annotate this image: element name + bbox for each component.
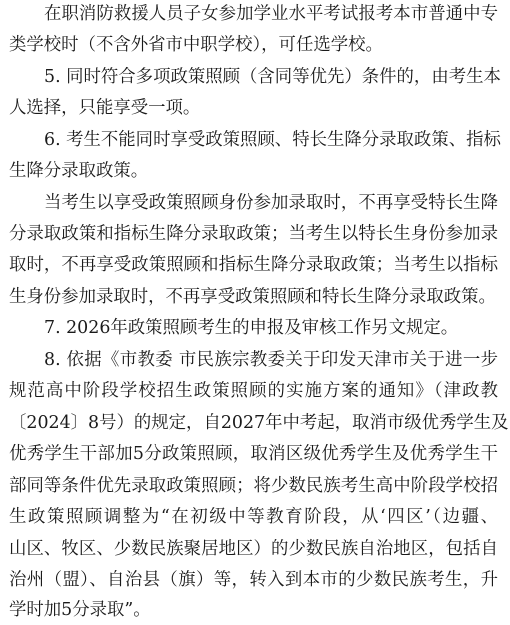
text-line: 生政策照顾调整为“在初级中等教育阶段，从‘四区’（边疆、 xyxy=(9,507,498,527)
text-line: 治州（盟）、自治县（旗）等，转入到本市的少数民族考生，升 xyxy=(9,570,498,590)
text-line: 〔2024〕8号）的规定，自2027年中考起，取消市级优秀学生及 xyxy=(9,413,509,433)
text-line: 当考生以享受政策照顾身份参加录取时，不再享受特长生降 xyxy=(44,193,498,213)
text-line: 8. 依据《市教委 市民族宗教委关于印发天津市关于进一步 xyxy=(44,350,498,370)
text-line: 7. 2026年政策照顾考生的申报及审核工作另文规定。 xyxy=(44,318,459,338)
text-line: 取时，不再享受政策照顾和指标生降分录取政策；当考生以指标 xyxy=(9,255,498,275)
text-line: 类学校时（不含外省市中职学校），可任选学校。 xyxy=(9,35,383,55)
text-line: 生降分录取政策。 xyxy=(9,161,149,181)
text-line: 规范高中阶段学校招生政策照顾的实施方案的通知》（津政教 xyxy=(9,381,498,401)
text-line: 在职消防救援人员子女参加学业水平考试报考本市普通中专 xyxy=(44,4,498,24)
text-line: 学时加5分录取”。 xyxy=(9,600,151,620)
text-line: 部同等条件优先录取政策照顾；将少数民族考生高中阶段学校招 xyxy=(9,476,498,496)
text-line: 优秀学生干部加5分政策照顾，取消区级优秀学生及优秀学生干 xyxy=(9,444,498,464)
text-line: 5. 同时符合多项政策照顾（含同等优先）条件的，由考生本 xyxy=(44,67,501,87)
text-line: 分录取政策和指标生降分录取政策；当考生以特长生身份参加录 xyxy=(9,224,498,244)
text-line: 生身份参加录取时，不再享受政策照顾和特长生降分录取政策。 xyxy=(9,287,496,307)
text-line: 山区、牧区、少数民族聚居地区）的少数民族自治地区，包括自 xyxy=(9,539,498,559)
text-line: 人选择，只能享受一项。 xyxy=(9,98,201,118)
text-line: 6. 考生不能同时享受政策照顾、特长生降分录取政策、指标 xyxy=(44,130,501,150)
